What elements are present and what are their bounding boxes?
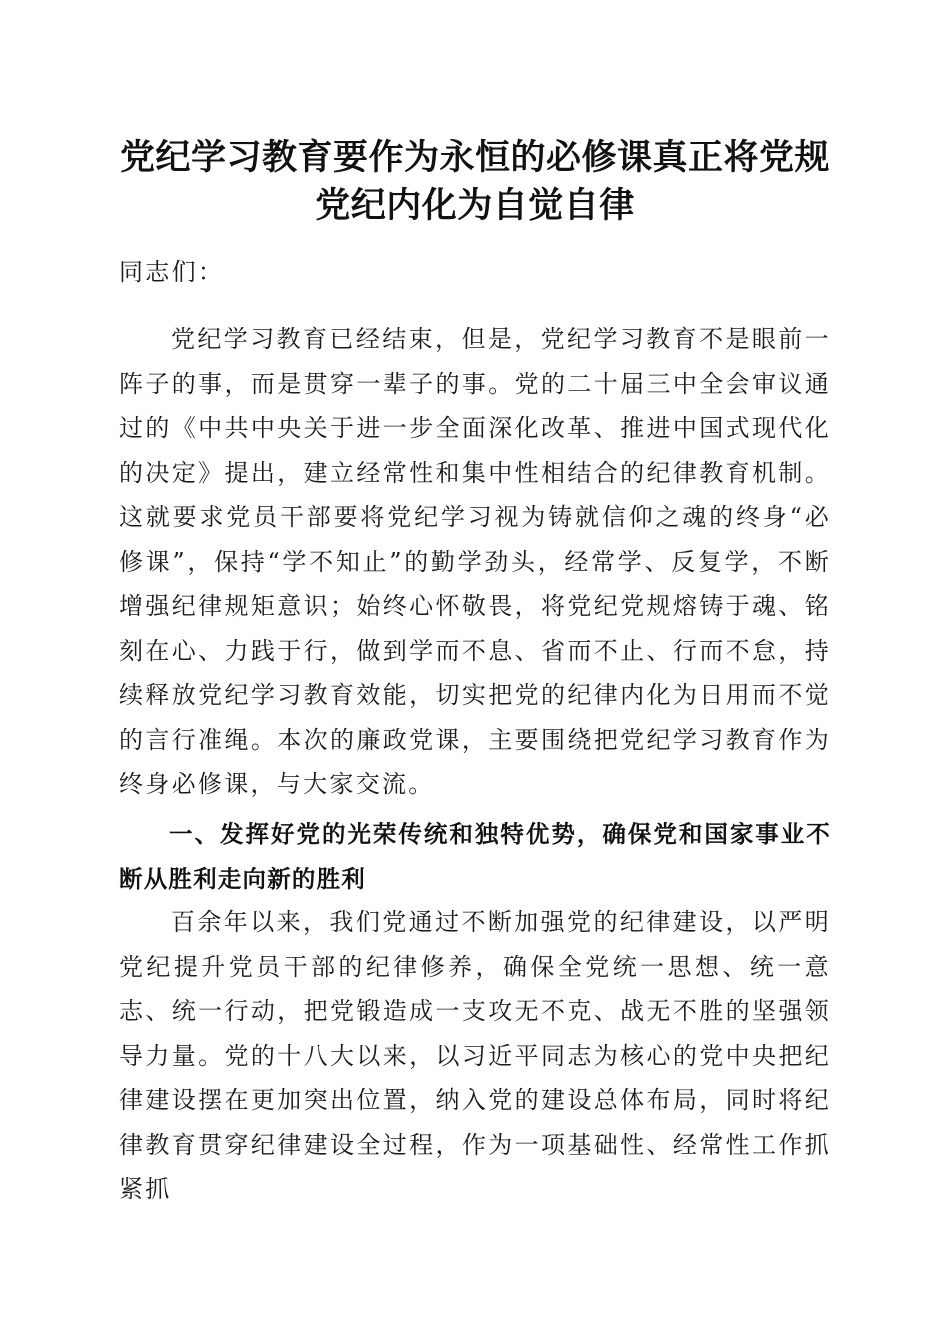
document-title-line-2: 党纪内化为自觉自律 <box>315 185 635 226</box>
salutation: 同志们： <box>119 258 225 286</box>
section-heading-1: 一、发挥好党的光荣传统和独特优势，确保党和国家事业不断从胜利走向新的胜利 <box>119 820 831 893</box>
paragraph-1: 党纪学习教育已经结束，但是，党纪学习教育不是眼前一阵子的事，而是贯穿一辈子的事。党的二十届三中全会审议通过的《中共中央关于进一步全面深化改革、推进中国式现代化的决定》提出，建立经常性和集中性相结合的纪律教育机制。这就要求党员干部要将党纪学习视为铸就信仰之魂的终身“必修课”，保持“学不知止”的勤学劲头，经常学、反复学，不断增强纪律规矩意识；始终心怀敬畏，将党纪党规熔铸于魂、铭刻在心、力践于行，做到学而不息、省而不止、行而不怠，持续释放党纪学习教育效能，切实把党的纪律内化为日用而不觉的言行准绳。本次的廉政党课，主要围绕把党纪学习教育作为终身必修课，与大家交流。 <box>119 325 831 798</box>
paragraph-2: 百余年以来，我们党通过不断加强党的纪律建设，以严明党纪提升党员干部的纪律修养，确保全党统一思想、统一意志、统一行动，把党锻造成一支攻无不克、战无不胜的坚强领导力量。党的十八大以来，以习近平同志为核心的党中央把纪律建设摆在更加突出位置，纳入党的建设总体布局，同时将纪律教育贯穿纪律建设全过程，作为一项基础性、经常性工作抓紧抓 <box>119 908 831 1203</box>
document-title-line-1: 党纪学习教育要作为永恒的必修课真正将党规 <box>119 137 830 178</box>
